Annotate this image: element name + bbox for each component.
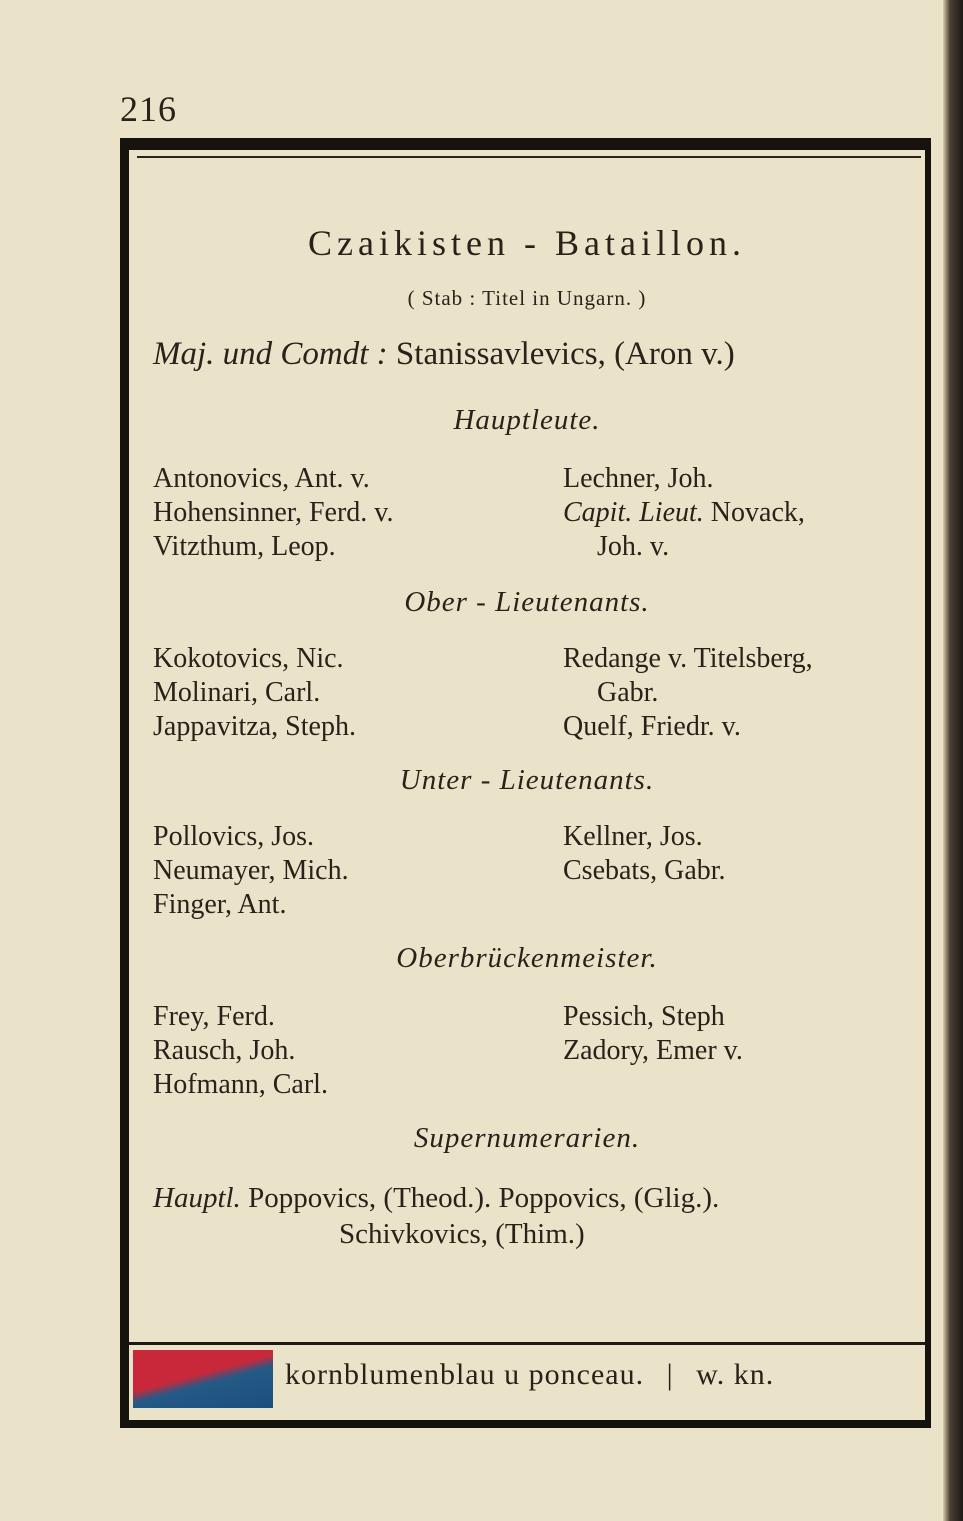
list-item: Jappavitza, Steph. (153, 711, 356, 742)
footer-separator: | (666, 1358, 674, 1391)
facing-colors: kornblumenblau u ponceau. (285, 1358, 645, 1391)
list-item: Molinari, Carl. (153, 677, 321, 708)
section-heading-unter-lieutenants: Unter - Lieutenants. (399, 764, 655, 796)
page-number: 216 (120, 89, 177, 129)
list-item: Quelf, Friedr. v. (563, 711, 741, 742)
list-item-continuation: Joh. v. (597, 531, 670, 562)
unter-lieutenants-left-column (153, 820, 349, 922)
oberbrueckenmeister-right-column (563, 1000, 743, 1068)
supernumerarien-entries (153, 1180, 719, 1252)
page-subtitle: ( Stab : Titel in Ungarn. ) (407, 286, 647, 310)
list-item: Poppovics, (Theod.). Poppovics, (Glig.). (248, 1182, 720, 1214)
facing-colors-text (285, 1358, 774, 1392)
rank-prefix: Capit. Lieut. (563, 497, 704, 528)
supernumerarien-line-1 (153, 1180, 719, 1216)
list-item: Antonovics, Ant. v. (153, 463, 370, 494)
list-item: Kokotovics, Nic. (153, 643, 344, 674)
rank-prefix: Hauptl. (153, 1182, 241, 1214)
ober-lieutenants-left-column (153, 642, 356, 744)
list-item: Csebats, Gabr. (563, 855, 726, 886)
section-heading-supernumerarien: Supernumerarien. (413, 1122, 641, 1154)
list-item: Redange v. Titelsberg, (563, 643, 813, 674)
list-item: Finger, Ant. (153, 889, 287, 920)
page-frame (120, 138, 931, 1428)
commander-name: Stanissavlevics, (Aron v.) (395, 336, 735, 372)
supernumerarien-line-2: Schivkovics, (Thim.) (339, 1218, 585, 1250)
list-item: Hohensinner, Ferd. v. (153, 497, 394, 528)
footer-rule (129, 1342, 925, 1345)
facing-color-swatch (133, 1350, 273, 1408)
commander-rank: Maj. und Comdt : (153, 336, 388, 372)
hauptleute-right-column (563, 462, 805, 564)
oberbrueckenmeister-left-column (153, 1000, 328, 1102)
list-item: Pessich, Steph (563, 1001, 725, 1032)
list-item: Kellner, Jos. (563, 821, 703, 852)
unter-lieutenants-right-column (563, 820, 726, 888)
list-item-name: Novack, (710, 497, 805, 528)
list-item: Zadory, Emer v. (563, 1035, 743, 1066)
commander-line (153, 336, 735, 373)
list-item: Frey, Ferd. (153, 1001, 275, 1032)
section-heading-ober-lieutenants: Ober - Lieutenants. (404, 586, 650, 618)
section-heading-hauptleute: Hauptleute. (453, 404, 601, 436)
list-item-continuation: Gabr. (597, 677, 659, 708)
ober-lieutenants-right-column (563, 642, 813, 744)
button-color: w. kn. (696, 1358, 775, 1391)
list-item: Hofmann, Carl. (153, 1069, 328, 1100)
page-title: Czaikisten - Bataillon. (308, 223, 746, 263)
list-item: Lechner, Joh. (563, 463, 714, 494)
list-item: Pollovics, Jos. (153, 821, 315, 852)
hauptleute-left-column (153, 462, 393, 564)
page-edge (943, 0, 963, 1521)
section-heading-oberbrueckenmeister: Oberbrückenmeister. (396, 942, 658, 974)
list-item: Neumayer, Mich. (153, 855, 349, 886)
list-item: Vitzthum, Leop. (153, 531, 336, 562)
list-item: Rausch, Joh. (153, 1035, 296, 1066)
list-item (563, 496, 805, 530)
